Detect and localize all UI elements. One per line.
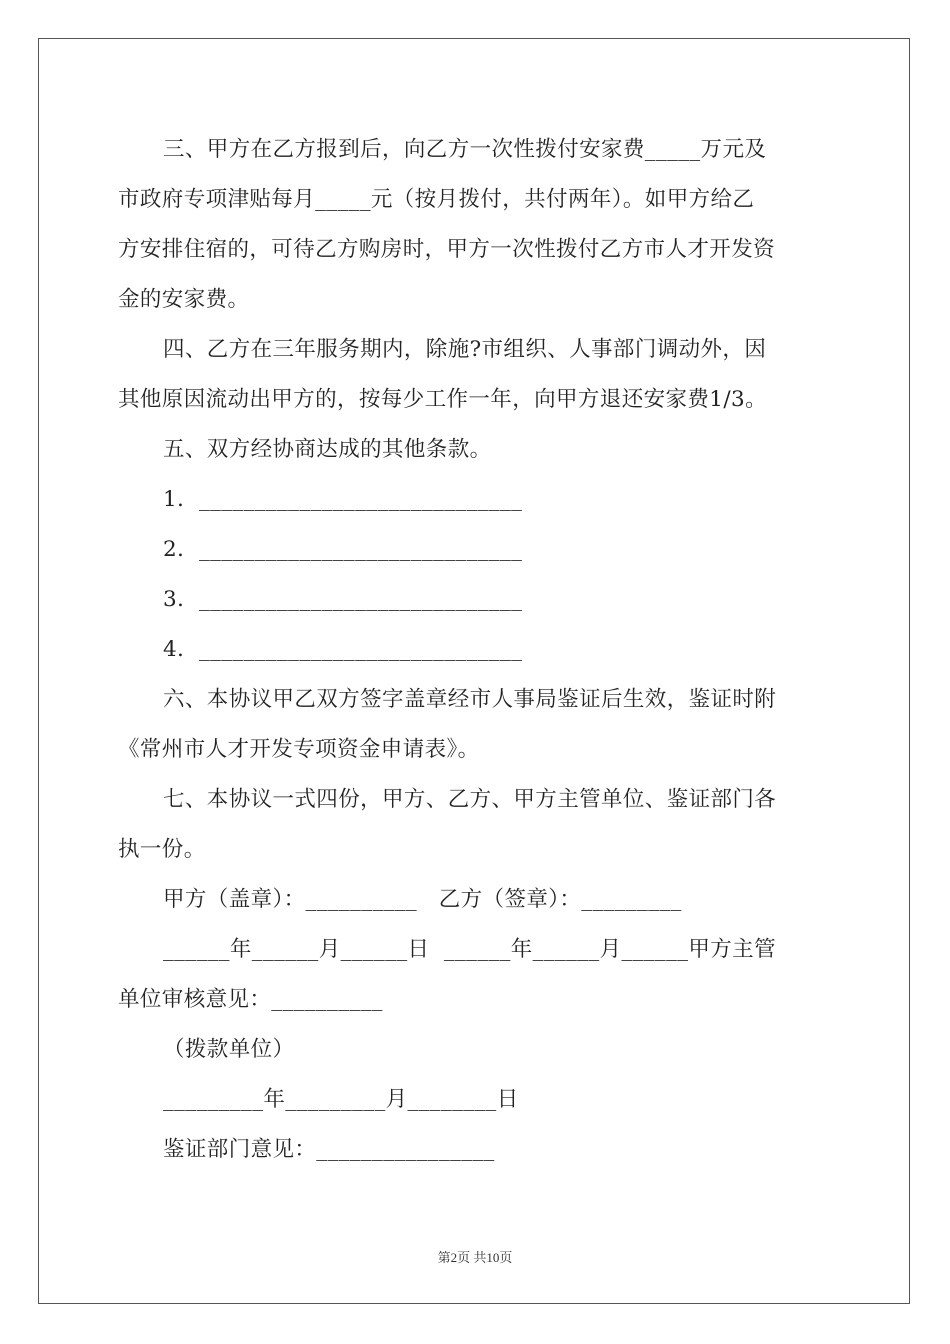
- clause-3-line-4: 金的安家费。: [118, 287, 250, 312]
- clause-4-line-2: 其他原因流动出甲方的，按每少工作一年，向甲方退还安家费1/3。: [118, 387, 768, 412]
- date-line: ______年______月______日 ______年______月______甲方主管: [163, 937, 776, 962]
- clause-7-line-2: 执一份。: [118, 837, 206, 862]
- clause-5-heading: 五、双方经协商达成的其他条款。: [163, 437, 492, 462]
- clause-7-line-1: 七、本协议一式四份，甲方、乙方、甲方主管单位、鉴证部门各: [163, 787, 777, 812]
- signature-line: 甲方（盖章）：__________ 乙方（签章）：_________: [163, 887, 682, 912]
- clause-3-line-2: 市政府专项津贴每月_____元（按月拨付，共付两年）。如甲方给乙: [118, 187, 755, 212]
- clause-5-item-1: 1．_____________________________: [163, 487, 523, 512]
- authentication-opinion-line: 鉴证部门意见：________________: [163, 1137, 495, 1162]
- clause-4-line-1: 四、乙方在三年服务期内，除施?市组织、人事部门调动外，因: [163, 337, 767, 362]
- clause-3-line-1: 三、甲方在乙方报到后，向乙方一次性拨付安家费_____万元及: [163, 137, 767, 162]
- clause-6-line-2: 《常州市人才开发专项资金申请表》。: [118, 737, 480, 762]
- page-number: 第2页 共10页: [437, 1250, 513, 1265]
- clause-3-line-3: 方安排住宿的，可待乙方购房时，甲方一次性拨付乙方市人才开发资: [118, 237, 776, 262]
- funding-date-line: _________年_________月________日: [163, 1087, 519, 1112]
- supervisor-opinion-line: 单位审核意见：__________: [118, 987, 383, 1012]
- clause-6-line-1: 六、本协议甲乙双方签字盖章经市人事局鉴证后生效，鉴证时附: [163, 687, 777, 712]
- funding-unit-line: （拨款单位）: [163, 1037, 295, 1062]
- clause-5-item-3: 3．_____________________________: [163, 587, 523, 612]
- clause-5-item-4: 4．_____________________________: [163, 637, 523, 662]
- clause-5-item-2: 2．_____________________________: [163, 537, 523, 562]
